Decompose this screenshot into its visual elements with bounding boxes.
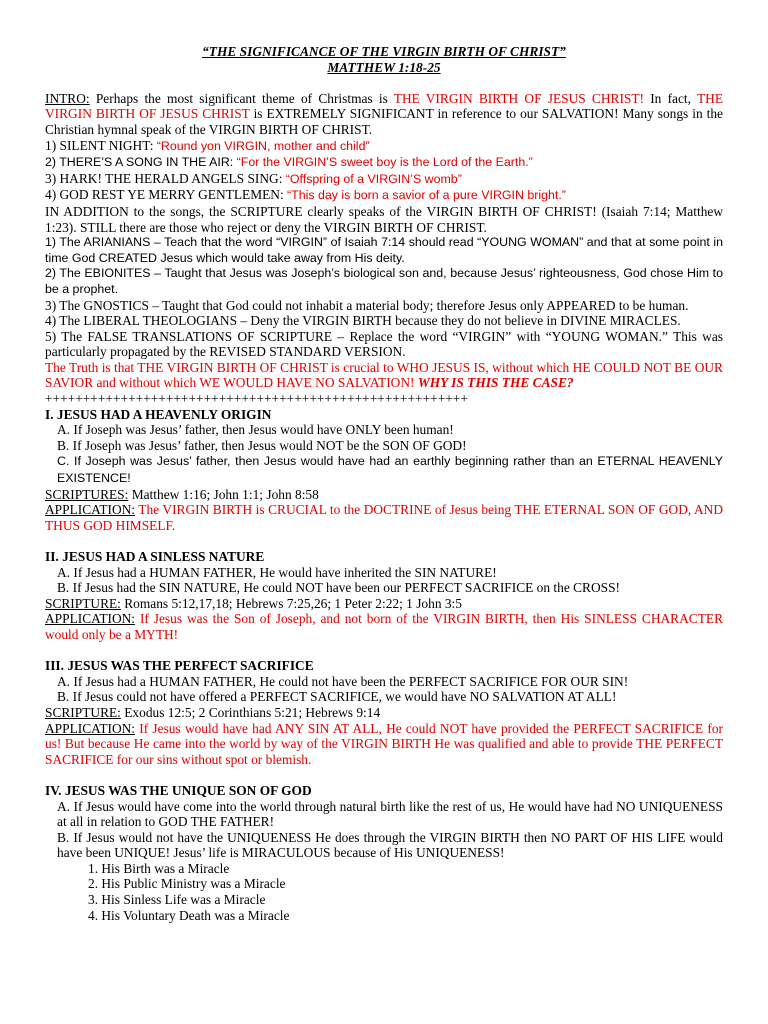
song-item [45, 171, 723, 188]
miracle-list [45, 861, 723, 923]
list-item: 3. His Sinless Life was a Miracle [88, 892, 266, 908]
section-heading: III. JESUS WAS THE PERFECT SACRIFICE [45, 658, 314, 674]
scripture-line [45, 487, 723, 503]
song-quote: “For the VIRGIN’S sweet boy is the Lord of the Earth.” [236, 155, 533, 170]
denier-item: 4) The LIBERAL THEOLOGIANS – Deny the VIRGIN BIRTH because they do not believe in DIVINE MIRACLES. [45, 313, 681, 329]
truth-paragraph [45, 360, 723, 391]
song-item [45, 154, 723, 171]
section-point: B. If Jesus would not have the UNIQUENESS He does through the VIRGIN BIRTH then NO PART OF HIS LIFE would have been UNIQUE! Jesus’ life is MIRACULOUS because of His UNIQUENESS! [57, 829, 723, 861]
song-quote: “This day is born a savior of a pure VIRGIN bright.” [287, 188, 566, 203]
denier-item: 5) The FALSE TRANSLATIONS OF SCRIPTURE – Replace the word “VIRGIN” with “YOUNG WOMAN.” This was particularly propagated by the REVISED STANDARD VERSION. [45, 328, 723, 360]
document-subtitle: MATTHEW 1:18-25 [327, 59, 441, 75]
intro-paragraph [45, 91, 723, 138]
intro-text-2: In fact, [644, 90, 697, 106]
section-point-text: C. If Joseph was Jesus’ father, then Jesus would have had an earthly beginning rather than an ETERNAL HEAVENLY EXISTENCE! [57, 454, 723, 486]
song-item [45, 138, 723, 155]
separator-line: ++++++++++++++++++++++++++++++++++++++++++++++++++++++++ [45, 391, 468, 407]
section-point: B. If Jesus could not have offered a PERFECT SACRIFICE, we would have NO SALVATION AT ALL! [57, 689, 617, 705]
song-item [45, 187, 723, 204]
intro-text-3: is EXTREMELY SIGNIFICANT in reference to our SALVATION! Many songs in the Christian hymnal speak of the VIRGIN BIRTH OF CHRIST. [45, 106, 723, 137]
section-point: B. If Jesus had the SIN NATURE, He could NOT have been our PERFECT SACRIFICE on the CROSS! [57, 580, 621, 596]
section-point: A. If Jesus had a HUMAN FATHER, He would have inherited the SIN NATURE! [57, 564, 497, 580]
scripture-line [45, 705, 723, 721]
section-point: A. If Jesus had a HUMAN FATHER, He could not have been the PERFECT SACRIFICE FOR OUR SIN! [57, 673, 629, 689]
spacer [45, 767, 723, 783]
song-quote: “Offspring of a VIRGIN’S womb” [285, 171, 462, 186]
spacer [45, 533, 723, 549]
section-point: A. If Jesus would have come into the world through natural birth like the rest of us, He would have had NO UNIQUENESS at all in relation to GOD THE FATHER! [57, 798, 723, 830]
spacer [45, 643, 723, 659]
intro-label: INTRO: [45, 90, 90, 106]
application-text: If Jesus would have had ANY SIN AT ALL, He could NOT have provided the PERFECT SACRIFICE for us! But because He came into the world by way of the VIRGIN BIRTH He was qualified and able to provide THE PERFECT SACRIFICE for our sins without spot or blemish. [45, 720, 723, 767]
scripture-text: Romans 5:12,17,18; Hebrews 7:25,26; 1 Peter 2:22; 1 John 3:5 [120, 595, 462, 611]
list-item: 1. His Birth was a Miracle [88, 860, 230, 876]
application-label: APPLICATION: [45, 502, 136, 518]
application-label: APPLICATION: [45, 720, 136, 736]
song-label: 3) HARK! THE HERALD ANGELS SING: [45, 170, 286, 186]
application-text: If Jesus was the Son of Joseph, and not born of the VIRGIN BIRTH, then His SINLESS CHARACTER would only be a MYTH! [45, 611, 723, 642]
section-point: B. If Joseph was Jesus’ father, then Jesus would NOT be the SON OF GOD! [57, 437, 467, 453]
section-point: A. If Joseph was Jesus’ father, then Jesus would have ONLY been human! [57, 422, 454, 438]
scripture-line [45, 596, 723, 612]
denier-item: 1) The ARIANIANS – Teach that the word “VIRGIN” of Isaiah 7:14 should read “YOUNG WOMAN” and that at some point in time God CREATED Jesus which would take away from His deity. [45, 235, 723, 265]
application-line [45, 611, 723, 642]
scripture-label: SCRIPTURE: [45, 595, 121, 611]
denier-item: 3) The GNOSTICS – Taught that God could not inhabit a material body; therefore Jesus only APPEARED to be human. [45, 297, 689, 313]
application-line [45, 721, 723, 768]
truth-text: The Truth is that THE VIRGIN BIRTH OF CHRIST is crucial to WHO JESUS IS, without which HE COULD NOT BE OUR SAVIOR and without which WE WOULD HAVE NO SALVATION! [45, 359, 723, 391]
list-item: 4. His Voluntary Death was a Miracle [88, 907, 290, 923]
section-heading: IV. JESUS WAS THE UNIQUE SON OF GOD [45, 782, 312, 798]
scripture-text: Exodus 12:5; 2 Corinthians 5:21; Hebrews 9:14 [120, 704, 381, 720]
spacer [45, 75, 723, 91]
intro-red-2: THE VIRGIN BIRTH OF JESUS CHRIST [45, 90, 723, 122]
scripture-label: SCRIPTURE: [45, 704, 121, 720]
intro-red-1: THE VIRGIN BIRTH OF JESUS CHRIST! [393, 90, 644, 106]
scripture-label: SCRIPTURES: [45, 486, 129, 502]
song-quote: “Round yon VIRGIN, mother and child” [156, 138, 370, 153]
application-line [45, 502, 723, 533]
application-text: The VIRGIN BIRTH is CRUCIAL to the DOCTRINE of Jesus being THE ETERNAL SON OF GOD, AND THUS GOD HIMSELF. [45, 502, 723, 533]
song-label: 4) GOD REST YE MERRY GENTLEMEN: [45, 187, 288, 203]
application-label: APPLICATION: [45, 611, 136, 627]
intro-text-1: Perhaps the most significant theme of Christmas is [89, 90, 394, 106]
song-label: 1) SILENT NIGHT: [45, 137, 157, 153]
section-heading: I. JESUS HAD A HEAVENLY ORIGIN [45, 406, 272, 422]
section-heading: II. JESUS HAD A SINLESS NATURE [45, 549, 265, 564]
list-item: 2. His Public Ministry was a Miracle [88, 876, 286, 892]
truth-question: WHY IS THIS THE CASE? [417, 375, 574, 391]
document-title: “THE SIGNIFICANCE OF THE VIRGIN BIRTH OF CHRIST” [202, 44, 566, 59]
song-label: 2) THERE’S A SONG IN THE AIR: [45, 155, 237, 170]
denier-item: 2) The EBIONITES – Taught that Jesus was Joseph’s biological son and, because Jesus’ righteousness, God chose Him to be a prophet. [45, 266, 723, 296]
addition-paragraph: IN ADDITION to the songs, the SCRIPTURE clearly speaks of the VIRGIN BIRTH OF CHRIST! (Isaiah 7:14; Matthew 1:23). STILL there are those who reject or deny the VIRGIN BIRTH OF CHRIST. [45, 203, 723, 235]
section-point [45, 453, 723, 486]
scripture-text: Matthew 1:16; John 1:1; John 8:58 [128, 486, 319, 502]
